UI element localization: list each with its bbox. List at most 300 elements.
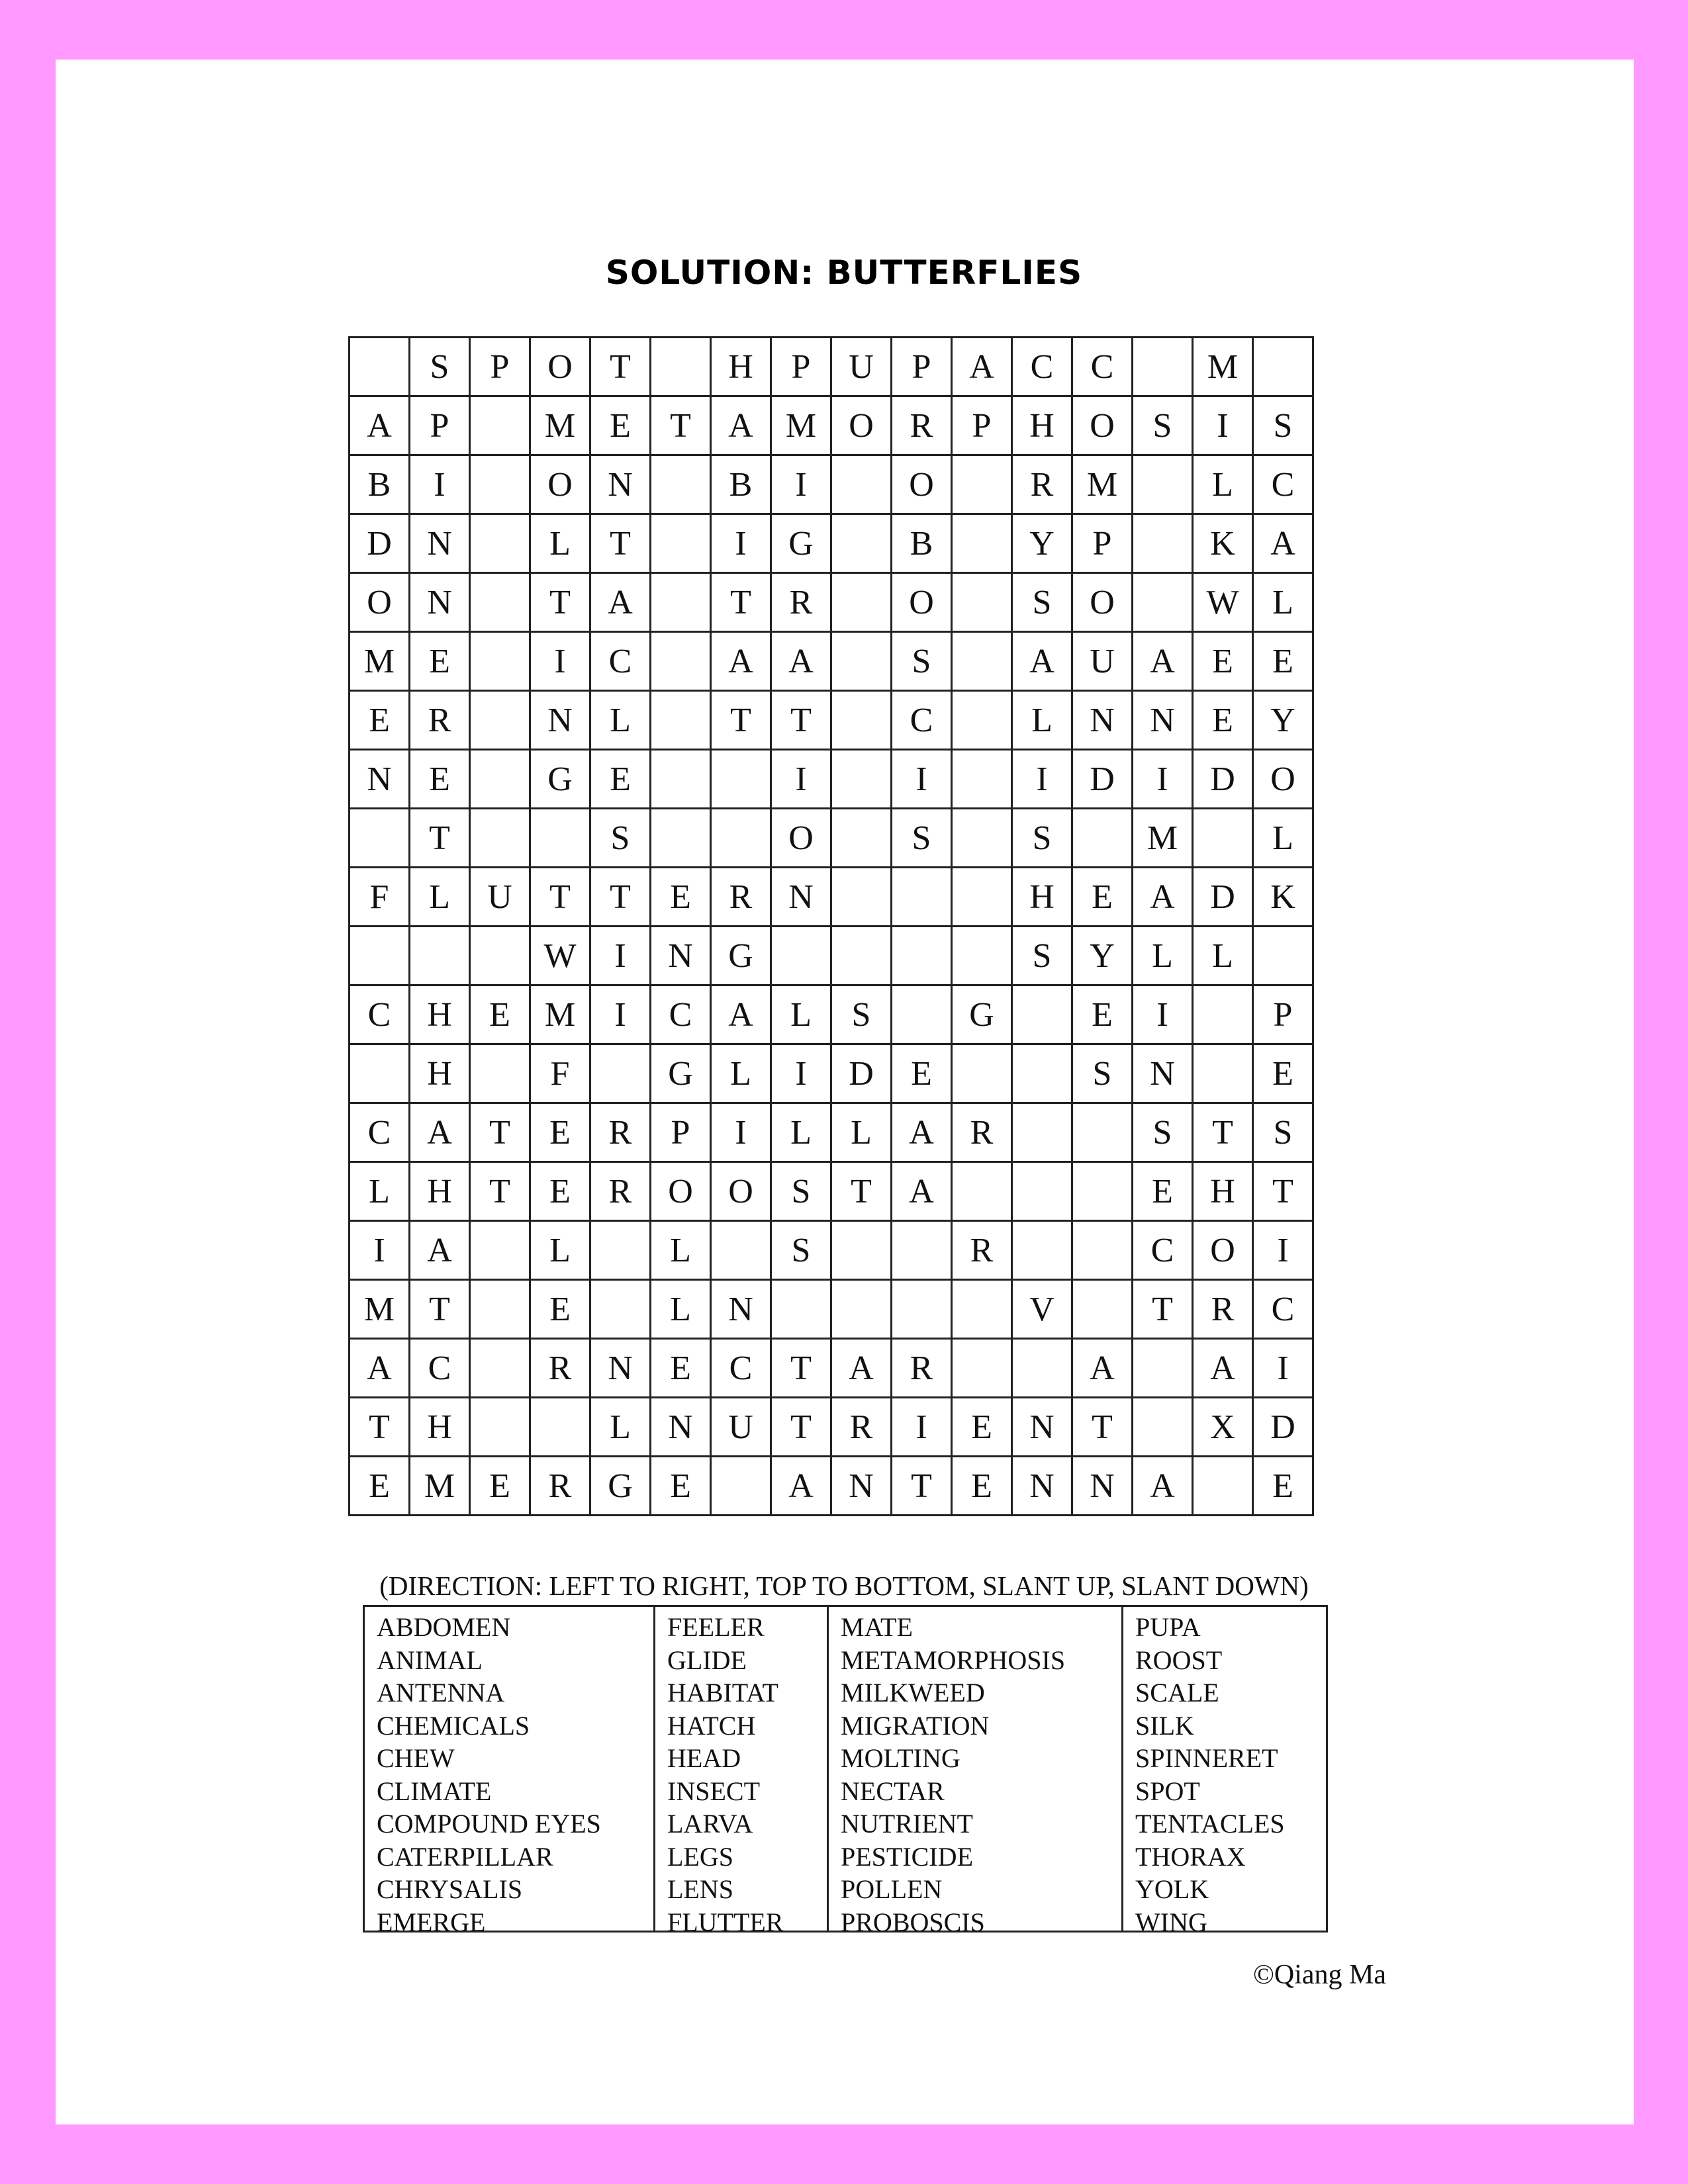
grid-cell: S (1253, 1103, 1313, 1162)
grid-cell (1012, 1044, 1072, 1103)
grid-cell (831, 927, 892, 985)
grid-cell: B (350, 455, 410, 514)
grid-cell (952, 868, 1012, 927)
grid-cell: Y (1012, 514, 1072, 573)
grid-cell: S (1253, 396, 1313, 455)
word-list-item: GLIDE (667, 1645, 747, 1675)
word-list-item: NUTRIENT (841, 1809, 973, 1839)
grid-cell: E (470, 1457, 530, 1516)
grid-cell: C (350, 985, 410, 1044)
grid-cell (470, 691, 530, 750)
word-bank (363, 1605, 1328, 1937)
grid-cell: E (1253, 1457, 1313, 1516)
grid-cell: O (651, 1162, 711, 1221)
grid-cell (651, 750, 711, 809)
direction-note: (DIRECTION: LEFT TO RIGHT, TOP TO BOTTOM, SLANT UP, SLANT DOWN) (379, 1570, 1309, 1601)
grid-cell: T (771, 691, 831, 750)
grid-cell (1193, 1044, 1253, 1103)
grid-cell (350, 927, 410, 985)
grid-cell: T (1253, 1162, 1313, 1221)
word-list-item: PUPA (1135, 1612, 1201, 1642)
page-title: SOLUTION: BUTTERFLIES (605, 253, 1083, 292)
grid-cell (711, 1457, 771, 1516)
grid-row (350, 1398, 1313, 1457)
grid-cell (831, 573, 892, 632)
grid-cell: A (1253, 514, 1313, 573)
grid-cell: T (590, 514, 651, 573)
word-list-item: SPINNERET (1135, 1743, 1278, 1773)
grid-cell (952, 1044, 1012, 1103)
grid-cell: O (530, 338, 590, 396)
grid-row (350, 1221, 1313, 1280)
grid-row (350, 868, 1313, 927)
grid-cell: I (1133, 985, 1193, 1044)
grid-cell: Y (1253, 691, 1313, 750)
grid-cell: I (1133, 750, 1193, 809)
grid-cell (892, 927, 952, 985)
grid-row (350, 455, 1313, 514)
grid-cell: N (410, 573, 470, 632)
grid-cell: D (1193, 750, 1253, 809)
grid-cell: L (410, 868, 470, 927)
grid-cell: N (350, 750, 410, 809)
grid-cell: C (711, 1339, 771, 1398)
grid-cell (831, 809, 892, 868)
grid-cell: U (470, 868, 530, 927)
grid-cell: W (1193, 573, 1253, 632)
grid-cell (831, 1280, 892, 1339)
word-column (655, 1607, 829, 1937)
grid-cell (1072, 1221, 1133, 1280)
grid-cell (711, 750, 771, 809)
grid-cell: L (1193, 927, 1253, 985)
grid-cell: B (892, 514, 952, 573)
grid-cell: R (1193, 1280, 1253, 1339)
grid-cell (831, 691, 892, 750)
grid-cell: G (952, 985, 1012, 1044)
grid-cell: E (470, 985, 530, 1044)
grid-cell: A (711, 985, 771, 1044)
grid-row (350, 1280, 1313, 1339)
grid-cell: M (1133, 809, 1193, 868)
grid-cell: M (410, 1457, 470, 1516)
grid-cell: R (952, 1221, 1012, 1280)
grid-cell: E (952, 1457, 1012, 1516)
grid-cell: N (1072, 1457, 1133, 1516)
grid-cell: A (410, 1221, 470, 1280)
grid-cell (1072, 1280, 1133, 1339)
grid-cell: N (771, 868, 831, 927)
grid-cell (952, 1339, 1012, 1398)
grid-cell (831, 632, 892, 691)
grid-cell: S (1133, 1103, 1193, 1162)
grid-cell: L (530, 514, 590, 573)
grid-cell: N (1012, 1398, 1072, 1457)
grid-cell: S (1133, 396, 1193, 455)
grid-cell: R (831, 1398, 892, 1457)
grid-cell: I (530, 632, 590, 691)
grid-cell: R (1012, 455, 1072, 514)
word-list-item: LEGS (667, 1841, 733, 1872)
grid-cell: I (1193, 396, 1253, 455)
grid-cell: A (892, 1103, 952, 1162)
grid-cell: L (771, 985, 831, 1044)
grid-cell (831, 868, 892, 927)
grid-cell: O (1072, 396, 1133, 455)
word-list-item: CLIMATE (377, 1776, 492, 1806)
grid-cell: P (1072, 514, 1133, 573)
word-list-item: LENS (667, 1874, 733, 1904)
grid-cell: T (771, 1398, 831, 1457)
grid-cell: T (1193, 1103, 1253, 1162)
grid-cell (350, 338, 410, 396)
grid-cell: T (711, 691, 771, 750)
grid-cell (1253, 927, 1313, 985)
grid-cell: T (771, 1339, 831, 1398)
grid-cell: G (590, 1457, 651, 1516)
grid-cell: C (1012, 338, 1072, 396)
grid-cell: T (590, 338, 651, 396)
grid-cell (1133, 338, 1193, 396)
grid-cell: F (350, 868, 410, 927)
grid-row (350, 985, 1313, 1044)
grid-cell: S (590, 809, 651, 868)
grid-cell: A (1133, 1457, 1193, 1516)
grid-cell: E (350, 1457, 410, 1516)
grid-cell (1012, 1103, 1072, 1162)
grid-cell: O (892, 455, 952, 514)
grid-cell (892, 1221, 952, 1280)
grid-cell: T (410, 1280, 470, 1339)
grid-cell (1133, 514, 1193, 573)
grid-cell (470, 455, 530, 514)
grid-cell (470, 1398, 530, 1457)
grid-cell: I (1253, 1339, 1313, 1398)
grid-cell: N (1133, 1044, 1193, 1103)
grid-cell (350, 1044, 410, 1103)
grid-row (350, 338, 1313, 396)
grid-cell (350, 809, 410, 868)
grid-cell: M (771, 396, 831, 455)
grid-cell: A (1133, 868, 1193, 927)
grid-cell: E (1193, 632, 1253, 691)
grid-cell: D (1253, 1398, 1313, 1457)
word-list-item: CHRYSALIS (377, 1874, 523, 1904)
grid-cell: K (1193, 514, 1253, 573)
grid-cell: T (530, 573, 590, 632)
grid-cell: G (530, 750, 590, 809)
grid-cell: R (590, 1162, 651, 1221)
grid-cell (952, 632, 1012, 691)
grid-cell: L (1253, 809, 1313, 868)
grid-row (350, 691, 1313, 750)
grid-cell: T (470, 1162, 530, 1221)
grid-cell: S (771, 1162, 831, 1221)
grid-cell: O (350, 573, 410, 632)
grid-row (350, 396, 1313, 455)
grid-cell: E (1253, 632, 1313, 691)
grid-row (350, 927, 1313, 985)
grid-cell: K (1253, 868, 1313, 927)
word-list-item: ROOST (1135, 1645, 1223, 1675)
grid-cell (470, 927, 530, 985)
grid-cell: N (651, 927, 711, 985)
grid-cell (952, 455, 1012, 514)
grid-cell: L (1193, 455, 1253, 514)
grid-cell: S (1012, 927, 1072, 985)
grid-cell (831, 1221, 892, 1280)
word-list-item: PROBOSCIS (841, 1907, 985, 1937)
word-list-item: COMPOUND EYES (377, 1809, 601, 1839)
word-column (829, 1607, 1123, 1937)
grid-cell: C (590, 632, 651, 691)
grid-cell (1012, 1221, 1072, 1280)
grid-cell: R (952, 1103, 1012, 1162)
grid-cell: P (771, 338, 831, 396)
grid-cell: L (711, 1044, 771, 1103)
grid-cell: N (1012, 1457, 1072, 1516)
grid-cell: N (590, 1339, 651, 1398)
grid-row (350, 514, 1313, 573)
grid-cell: I (771, 455, 831, 514)
grid-cell: M (1072, 455, 1133, 514)
grid-cell: E (590, 750, 651, 809)
grid-cell: R (892, 1339, 952, 1398)
grid-cell: L (590, 1398, 651, 1457)
grid-cell (952, 691, 1012, 750)
grid-cell: A (771, 1457, 831, 1516)
grid-cell (470, 396, 530, 455)
grid-cell (470, 750, 530, 809)
grid-cell: E (1072, 985, 1133, 1044)
grid-cell: S (1012, 573, 1072, 632)
grid-cell: E (530, 1280, 590, 1339)
grid-cell (1253, 338, 1313, 396)
grid-cell: H (410, 1398, 470, 1457)
grid-cell: I (590, 927, 651, 985)
grid-cell: D (350, 514, 410, 573)
grid-cell (530, 1398, 590, 1457)
grid-cell: H (1193, 1162, 1253, 1221)
grid-cell: E (530, 1103, 590, 1162)
word-list-item: METAMORPHOSIS (841, 1645, 1066, 1675)
word-list-item: CATERPILLAR (377, 1841, 553, 1872)
grid-cell: I (1012, 750, 1072, 809)
grid-cell: R (410, 691, 470, 750)
grid-cell: H (410, 1044, 470, 1103)
grid-cell: E (1072, 868, 1133, 927)
grid-cell (470, 1221, 530, 1280)
word-list-item: PESTICIDE (841, 1841, 973, 1872)
grid-cell: L (1133, 927, 1193, 985)
grid-row (350, 1103, 1313, 1162)
grid-cell: E (1133, 1162, 1193, 1221)
grid-cell (711, 809, 771, 868)
grid-cell (470, 1280, 530, 1339)
grid-cell: H (1012, 396, 1072, 455)
grid-cell: P (410, 396, 470, 455)
word-list-item: YOLK (1135, 1874, 1209, 1904)
grid-cell (1193, 809, 1253, 868)
grid-row (350, 1162, 1313, 1221)
grid-cell: E (651, 868, 711, 927)
grid-cell: L (530, 1221, 590, 1280)
grid-cell: I (711, 1103, 771, 1162)
grid-cell (1012, 1339, 1072, 1398)
grid-cell: P (1253, 985, 1313, 1044)
grid-cell: X (1193, 1398, 1253, 1457)
grid-cell: G (771, 514, 831, 573)
grid-cell: A (831, 1339, 892, 1398)
grid-cell: N (530, 691, 590, 750)
word-list-item: INSECT (667, 1776, 760, 1806)
grid-cell: O (1072, 573, 1133, 632)
grid-cell: C (651, 985, 711, 1044)
grid-cell (952, 927, 1012, 985)
grid-cell (831, 514, 892, 573)
grid-cell: M (530, 396, 590, 455)
grid-cell: N (1133, 691, 1193, 750)
grid-cell: M (530, 985, 590, 1044)
grid-cell (1012, 1162, 1072, 1221)
grid-cell: A (1133, 632, 1193, 691)
grid-cell: T (590, 868, 651, 927)
grid-cell: L (350, 1162, 410, 1221)
grid-cell: R (771, 573, 831, 632)
grid-cell: A (590, 573, 651, 632)
grid-cell (1072, 1103, 1133, 1162)
grid-cell: I (892, 750, 952, 809)
grid-cell: I (1253, 1221, 1313, 1280)
grid-cell: S (771, 1221, 831, 1280)
grid-cell: C (410, 1339, 470, 1398)
word-list-item: HEAD (667, 1743, 741, 1773)
grid-cell: E (1253, 1044, 1313, 1103)
grid-cell: T (651, 396, 711, 455)
grid-cell: I (771, 750, 831, 809)
grid-cell: Y (1072, 927, 1133, 985)
grid-cell (590, 1221, 651, 1280)
grid-cell: O (771, 809, 831, 868)
grid-cell: N (831, 1457, 892, 1516)
grid-cell: S (892, 632, 952, 691)
word-search-grid (348, 336, 1314, 1516)
grid-cell (530, 809, 590, 868)
word-column (365, 1607, 655, 1937)
word-list-item: FEELER (667, 1612, 765, 1642)
grid-cell: L (1253, 573, 1313, 632)
word-list-item: WING (1135, 1907, 1207, 1937)
grid-cell: H (410, 985, 470, 1044)
word-list-item: HATCH (667, 1710, 756, 1741)
grid-cell: L (771, 1103, 831, 1162)
grid-cell: T (350, 1398, 410, 1457)
grid-cell (470, 1044, 530, 1103)
grid-cell (651, 514, 711, 573)
grid-cell: L (1012, 691, 1072, 750)
grid-cell: T (530, 868, 590, 927)
grid-cell: C (1072, 338, 1133, 396)
grid-cell (651, 691, 711, 750)
word-list-item: EMERGE (377, 1907, 486, 1937)
grid-cell (651, 338, 711, 396)
grid-cell: S (410, 338, 470, 396)
grid-cell: D (1193, 868, 1253, 927)
grid-cell: A (952, 338, 1012, 396)
grid-cell (831, 750, 892, 809)
grid-cell (1012, 985, 1072, 1044)
word-list-item: SCALE (1135, 1678, 1219, 1707)
grid-cell (590, 1044, 651, 1103)
grid-cell (470, 514, 530, 573)
word-list-item: SPOT (1135, 1776, 1200, 1806)
grid-cell: P (651, 1103, 711, 1162)
grid-cell (771, 1280, 831, 1339)
word-list-item: THORAX (1135, 1841, 1246, 1872)
grid-cell: O (530, 455, 590, 514)
grid-cell: T (410, 809, 470, 868)
grid-cell: D (831, 1044, 892, 1103)
grid-cell: C (892, 691, 952, 750)
grid-cell (1133, 573, 1193, 632)
word-list-item: MATE (841, 1612, 913, 1642)
grid-cell: P (470, 338, 530, 396)
grid-cell: S (831, 985, 892, 1044)
grid-cell (892, 868, 952, 927)
grid-cell (952, 750, 1012, 809)
grid-cell: R (530, 1457, 590, 1516)
grid-cell: E (892, 1044, 952, 1103)
grid-cell: C (1133, 1221, 1193, 1280)
grid-cell: A (892, 1162, 952, 1221)
grid-cell (892, 985, 952, 1044)
word-list-item: TENTACLES (1135, 1809, 1285, 1839)
grid-cell: O (711, 1162, 771, 1221)
grid-cell: O (1253, 750, 1313, 809)
grid-cell: I (590, 985, 651, 1044)
grid-row (350, 1339, 1313, 1398)
grid-cell: U (711, 1398, 771, 1457)
grid-cell: D (1072, 750, 1133, 809)
grid-cell: L (651, 1280, 711, 1339)
grid-cell (1193, 1457, 1253, 1516)
grid-cell: N (711, 1280, 771, 1339)
grid-cell: T (831, 1162, 892, 1221)
word-column (1123, 1607, 1326, 1937)
grid-cell: M (350, 1280, 410, 1339)
grid-cell: I (410, 455, 470, 514)
grid-cell: E (410, 750, 470, 809)
grid-cell: M (350, 632, 410, 691)
grid-cell (651, 809, 711, 868)
grid-cell (1072, 1162, 1133, 1221)
word-list-item: LARVA (667, 1809, 753, 1839)
copyright-notice: ©Qiang Ma (1253, 1960, 1387, 1990)
grid-cell (651, 455, 711, 514)
grid-row (350, 573, 1313, 632)
grid-cell (952, 1162, 1012, 1221)
grid-cell: F (530, 1044, 590, 1103)
grid-cell (470, 573, 530, 632)
grid-cell: B (711, 455, 771, 514)
grid-cell (892, 1280, 952, 1339)
grid-cell: I (892, 1398, 952, 1457)
grid-cell: E (1193, 691, 1253, 750)
grid-cell (1133, 1398, 1193, 1457)
grid-cell (1133, 1339, 1193, 1398)
grid-cell: E (530, 1162, 590, 1221)
grid-cell: O (831, 396, 892, 455)
